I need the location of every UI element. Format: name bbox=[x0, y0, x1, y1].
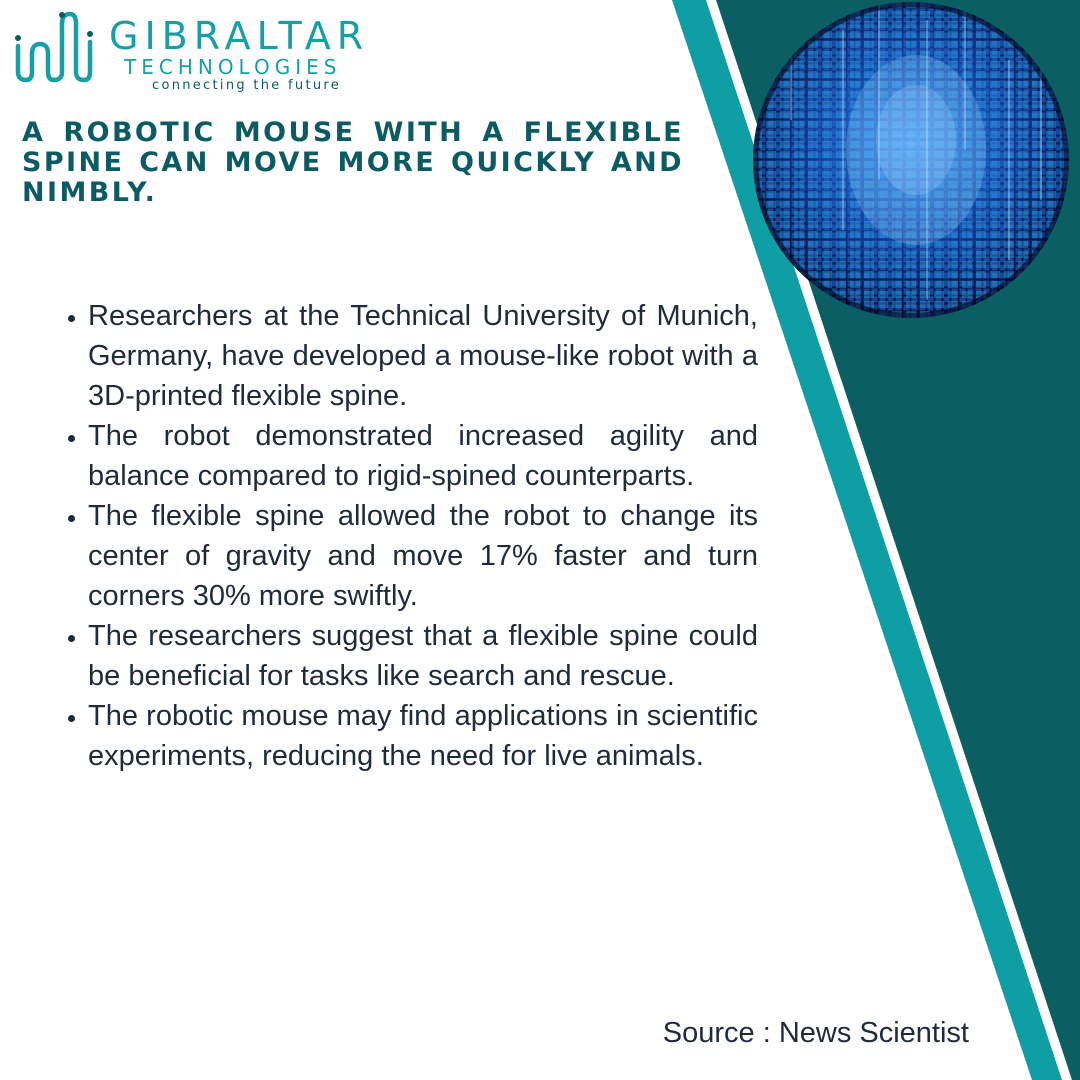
list-item: • The researchers suggest that a flexible spine could be beneficial for tasks like search and rescue. bbox=[88, 616, 758, 696]
logo bbox=[14, 6, 374, 92]
list-item: • The robotic mouse may find applications in scientific experiments, reducing the need for live animals. bbox=[88, 696, 758, 776]
list-item: • Researchers at the Technical University of Munich, Germany, have developed a mouse-like robot with a 3D-printed flexible spine. bbox=[88, 296, 758, 416]
brand-tagline: connecting the future bbox=[152, 78, 342, 93]
source-credit: Source : News Scientist bbox=[662, 1017, 969, 1049]
digital-face-image-icon bbox=[751, 0, 1071, 320]
headline: A ROBOTIC MOUSE WITH A FLEXIBLE SPINE CAN MOVE MORE QUICKLY AND NIMBLY. bbox=[22, 117, 684, 208]
list-item: • The robot demonstrated increased agility and balance compared to rigid-spined counterparts. bbox=[88, 416, 758, 496]
bullet-list bbox=[60, 296, 758, 776]
signal-wave-logo-icon bbox=[14, 6, 94, 86]
brand-subtitle: TECHNOLOGIES bbox=[124, 55, 342, 79]
brand-name: GIBRALTAR bbox=[109, 14, 370, 58]
list-item: • The flexible spine allowed the robot to change its center of gravity and move 17% faster and turn corners 30% more swiftly. bbox=[88, 496, 758, 616]
